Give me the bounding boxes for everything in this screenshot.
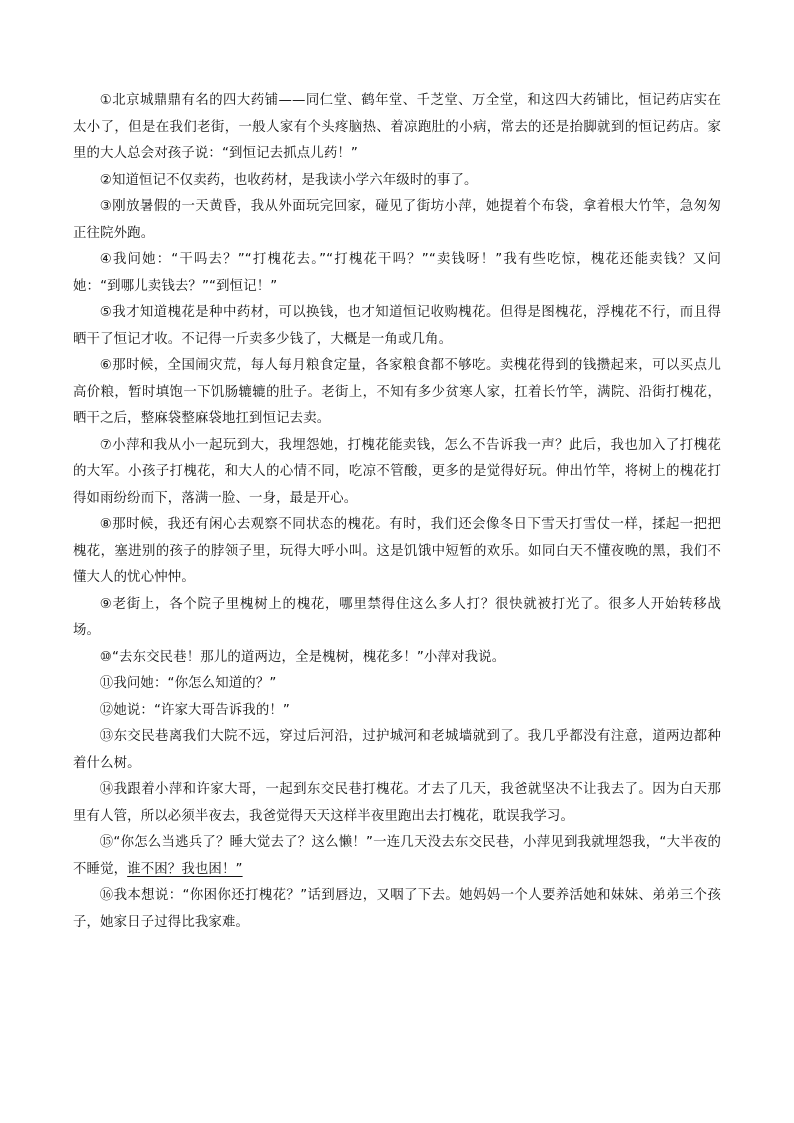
paragraph-10: ⑩“去东交民巷！那儿的道两边，全是槐树，槐花多！”小萍对我说。 <box>99 649 506 665</box>
paragraph-1: ①北京城鼎鼎有名的四大药铺——同仁堂、鹤年堂、千芝堂、万全堂，和这四大药铺比，恒记药店实在太小了，但是在我们老街，一般人家有个头疼脑热、着凉跑肚的小病，常去的还是抬脚就到的恒记药店。家里的大人总会对孩子说：“到恒记去抓点儿药！” <box>73 93 721 161</box>
paragraph-9: ⑨老街上，各个院子里槐树上的槐花，哪里禁得住这么多人打？很快就被打光了。很多人开始转移战场。 <box>73 596 721 638</box>
paragraph-13: ⑬东交民巷离我们大院不远，穿过后河沿，过护城河和老城墙就到了。我几乎都没有注意，道两边都种着什么树。 <box>73 729 721 771</box>
paragraph-3: ③刚放暑假的一天黄昏，我从外面玩完回家，碰见了街坊小萍，她提着个布袋，拿着根大竹竿，急匆匆正往院外跑。 <box>73 199 721 241</box>
paragraph-8: ⑧那时候，我还有闲心去观察不同状态的槐花。有时，我们还会像冬日下雪天打雪仗一样，揉起一把把槐花，塞进别的孩子的脖领子里，玩得大呼小叫。这是饥饿中短暂的欢乐。如同白天不懂夜晚的黑，我们不懂大人的忧心忡忡。 <box>73 517 721 585</box>
article-body <box>73 88 721 936</box>
paragraph-6: ⑥那时候，全国闹灾荒，每人每月粮食定量，各家粮食都不够吃。卖槐花得到的钱攒起来，可以买点儿高价粮，暂时填饱一下饥肠辘辘的肚子。老街上，不知有多少贫寒人家，扛着长竹竿，满院、沿街打槐花，晒干之后，整麻袋整麻袋地扛到恒记去卖。 <box>73 358 721 426</box>
paragraph-15-text: ⑮“你怎么当逃兵了？睡大觉去了？这么懒！”一连几天没去东交民巷，小萍见到我就埋怨我，“大半夜的不睡觉， <box>73 835 721 877</box>
paragraph-4: ④我问她：“干吗去？”“打槐花去。”“打槐花干吗？”“卖钱呀！”我有些吃惊，槐花还能卖钱？又问她：“到哪儿卖钱去？”“到恒记！” <box>73 252 721 294</box>
paragraph-16: ⑯我本想说：“你困你还打槐花？”话到唇边，又咽了下去。她妈妈一个人要养活她和妹妹、弟弟三个孩子，她家日子过得比我家难。 <box>73 888 721 930</box>
paragraph-5: ⑤我才知道槐花是种中药材，可以换钱，也才知道恒记收购槐花。但得是图槐花，浮槐花不行，而且得晒干了恒记才收。不记得一斤卖多少钱了，大概是一角或几角。 <box>73 305 721 347</box>
paragraph-11: ⑪我问她：“你怎么知道的？” <box>99 676 277 691</box>
paragraph-2: ②知道恒记不仅卖药，也收药材，是我读小学六年级时的事了。 <box>99 172 478 188</box>
underlined-sentence: 谁不困？我也困！” <box>127 861 243 877</box>
paragraph-7: ⑦小萍和我从小一起玩到大，我埋怨她，打槐花能卖钱，怎么不告诉我一声？此后，我也加入了打槐花的大军。小孩子打槐花，和大人的心情不同，吃凉不管酸，更多的是觉得好玩。伸出竹竿，将树上的槐花打得如雨纷纷而下，落满一脸、一身，最是开心。 <box>73 437 721 506</box>
paragraph-15 <box>73 830 721 883</box>
paragraph-12: ⑫她说：“许家大哥告诉我的！” <box>99 702 290 718</box>
paragraph-14: ⑭我跟着小萍和许家大哥，一起到东交民巷打槐花。才去了几天，我爸就坚决不让我去了。因为白天那里有人管，所以必须半夜去，我爸觉得天天这样半夜里跑出去打槐花，耽误我学习。 <box>73 782 721 824</box>
